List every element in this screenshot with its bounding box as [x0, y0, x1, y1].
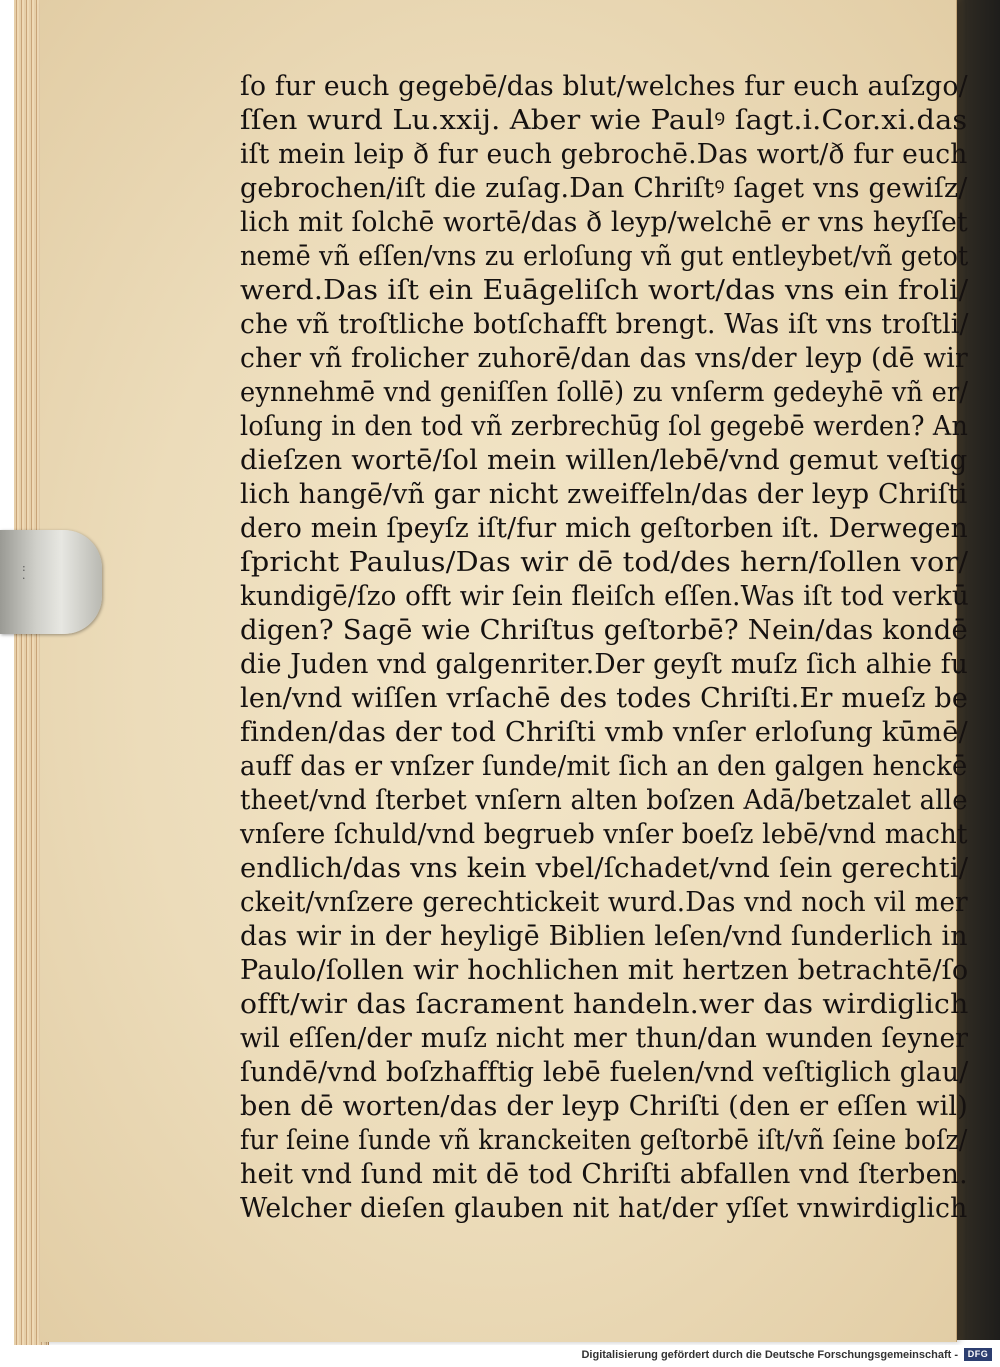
dfg-logo: DFG — [964, 1348, 992, 1361]
text-line: ckeit/vnſzere gerechtickeit wurd.Das vnd noch vil mer — [240, 887, 968, 918]
text-line: finden/das der tod Chriſti vmb vnſer erloſung kūmē/ — [240, 717, 968, 748]
text-line: che vñ troſtliche botſchafft brengt. Was iſt vns troſtli/ — [240, 309, 969, 340]
text-line: ben dē worten/das der leyp Chriſti (den er eſſen wil) — [240, 1091, 969, 1122]
text-line: heit vnd ſund mit dē tod Chriſti abfallen vnd ſterben. — [240, 1159, 968, 1190]
text-line: vnſere ſchuld/vnd begrueb vnſer boeſz lebē/vnd macht — [240, 819, 968, 850]
text-line: gebrochen/iſt die zuſag.Dan Chriſtꝰ ſaget vns gewiſz/ — [240, 173, 968, 204]
text-line: digen? Sagē wie Chriſtus geſtorbē? Nein/das kondē — [240, 615, 969, 646]
text-line: ſſen wurd Lu.xxij. Aber wie Paulꝰ ſagt.i.Cor.xi.das — [240, 105, 968, 136]
text-line: eynnehmē vnd geniſſen ſollē) zu vnſerm gedeyhē vñ er/ — [240, 377, 969, 408]
text-line: kundigē/ſzo offt wir ſein fleiſch eſſen.Was iſt tod verkū — [240, 581, 969, 612]
text-line: offt/wir das ſacrament handeln.wer das wirdiglich — [240, 989, 969, 1020]
text-line: werd.Das iſt ein Euāgeliſch wort/das vns ein froli/ — [240, 275, 969, 306]
text-line: iſt mein leip ð fur euch gebrochē.Das wort/ð fur euch — [240, 139, 968, 170]
text-line: dero mein ſpeyſz iſt/fur mich geſtorben iſt. Derwegen — [240, 513, 968, 544]
text-line: ſundē/vnd boſzhafftig lebē fuelen/vnd veſtiglich glau/ — [240, 1057, 969, 1088]
text-line: lich mit ſolchē wortē/das ð leyp/welchē er vns heyſſet — [240, 207, 968, 238]
page-clip-tab — [0, 530, 102, 634]
funding-credit: Digitalisierung gefördert durch die Deutsche Forschungsgemeinschaft - — [581, 1349, 958, 1361]
text-line: wil eſſen/der muſz nicht mer thun/dan wunden ſeyner — [240, 1023, 969, 1054]
text-line: ſpricht Paulus/Das wir dē tod/des hern/ſollen vor/ — [240, 547, 969, 578]
text-line: lich hangē/vñ gar nicht zweiffeln/das der leyp Chriſti — [240, 479, 968, 510]
tab-mark: : · — [22, 561, 26, 585]
text-line: ſo fur euch gegebē/das blut/welches fur euch auſzgo/ — [240, 71, 968, 102]
text-line: Paulo/ſollen wir hochlichen mit hertzen betrachtē/ſo — [240, 955, 969, 986]
text-line: endlich/das vns kein vbel/ſchadet/vnd ſein gerechti/ — [240, 853, 969, 884]
text-line: loſung in den tod vñ zerbrechūg ſol gegebē werden? An — [240, 411, 968, 442]
text-line: fur ſeine ſunde vñ kranckeiten geſtorbē iſt/vñ ſeine boſz/ — [240, 1125, 968, 1156]
text-line: Welcher dieſen glauben nit hat/der yſſet vnwirdiglich — [240, 1193, 968, 1224]
text-line: das wir in der heyligē Biblien leſen/vnd ſunderlich in — [240, 921, 968, 952]
text-line: len/vnd wiſſen vrſachē des todes Chriſti.Er mueſz be — [240, 683, 969, 714]
text-line: dieſzen wortē/ſol mein willen/lebē/vnd gemut veſtig — [240, 445, 968, 476]
footer-bar — [0, 1345, 1000, 1367]
text-line: auff das er vnſzer ſunde/mit ſich an den galgen henckē — [240, 751, 968, 782]
text-line: die Juden vnd galgenriter.Der geyſt muſz ſich alhie fu — [240, 649, 968, 680]
text-line: theet/vnd ſterbet vnſern alten boſzen Adā/betzalet alle — [240, 785, 968, 816]
text-line: cher vñ frolicher zuhorē/dan das vns/der leyp (dē wir — [240, 343, 968, 374]
text-line: nemē vñ eſſen/vns zu erloſung vñ gut entleybet/vñ getot — [240, 241, 969, 272]
blackletter-text-block — [240, 70, 970, 1250]
